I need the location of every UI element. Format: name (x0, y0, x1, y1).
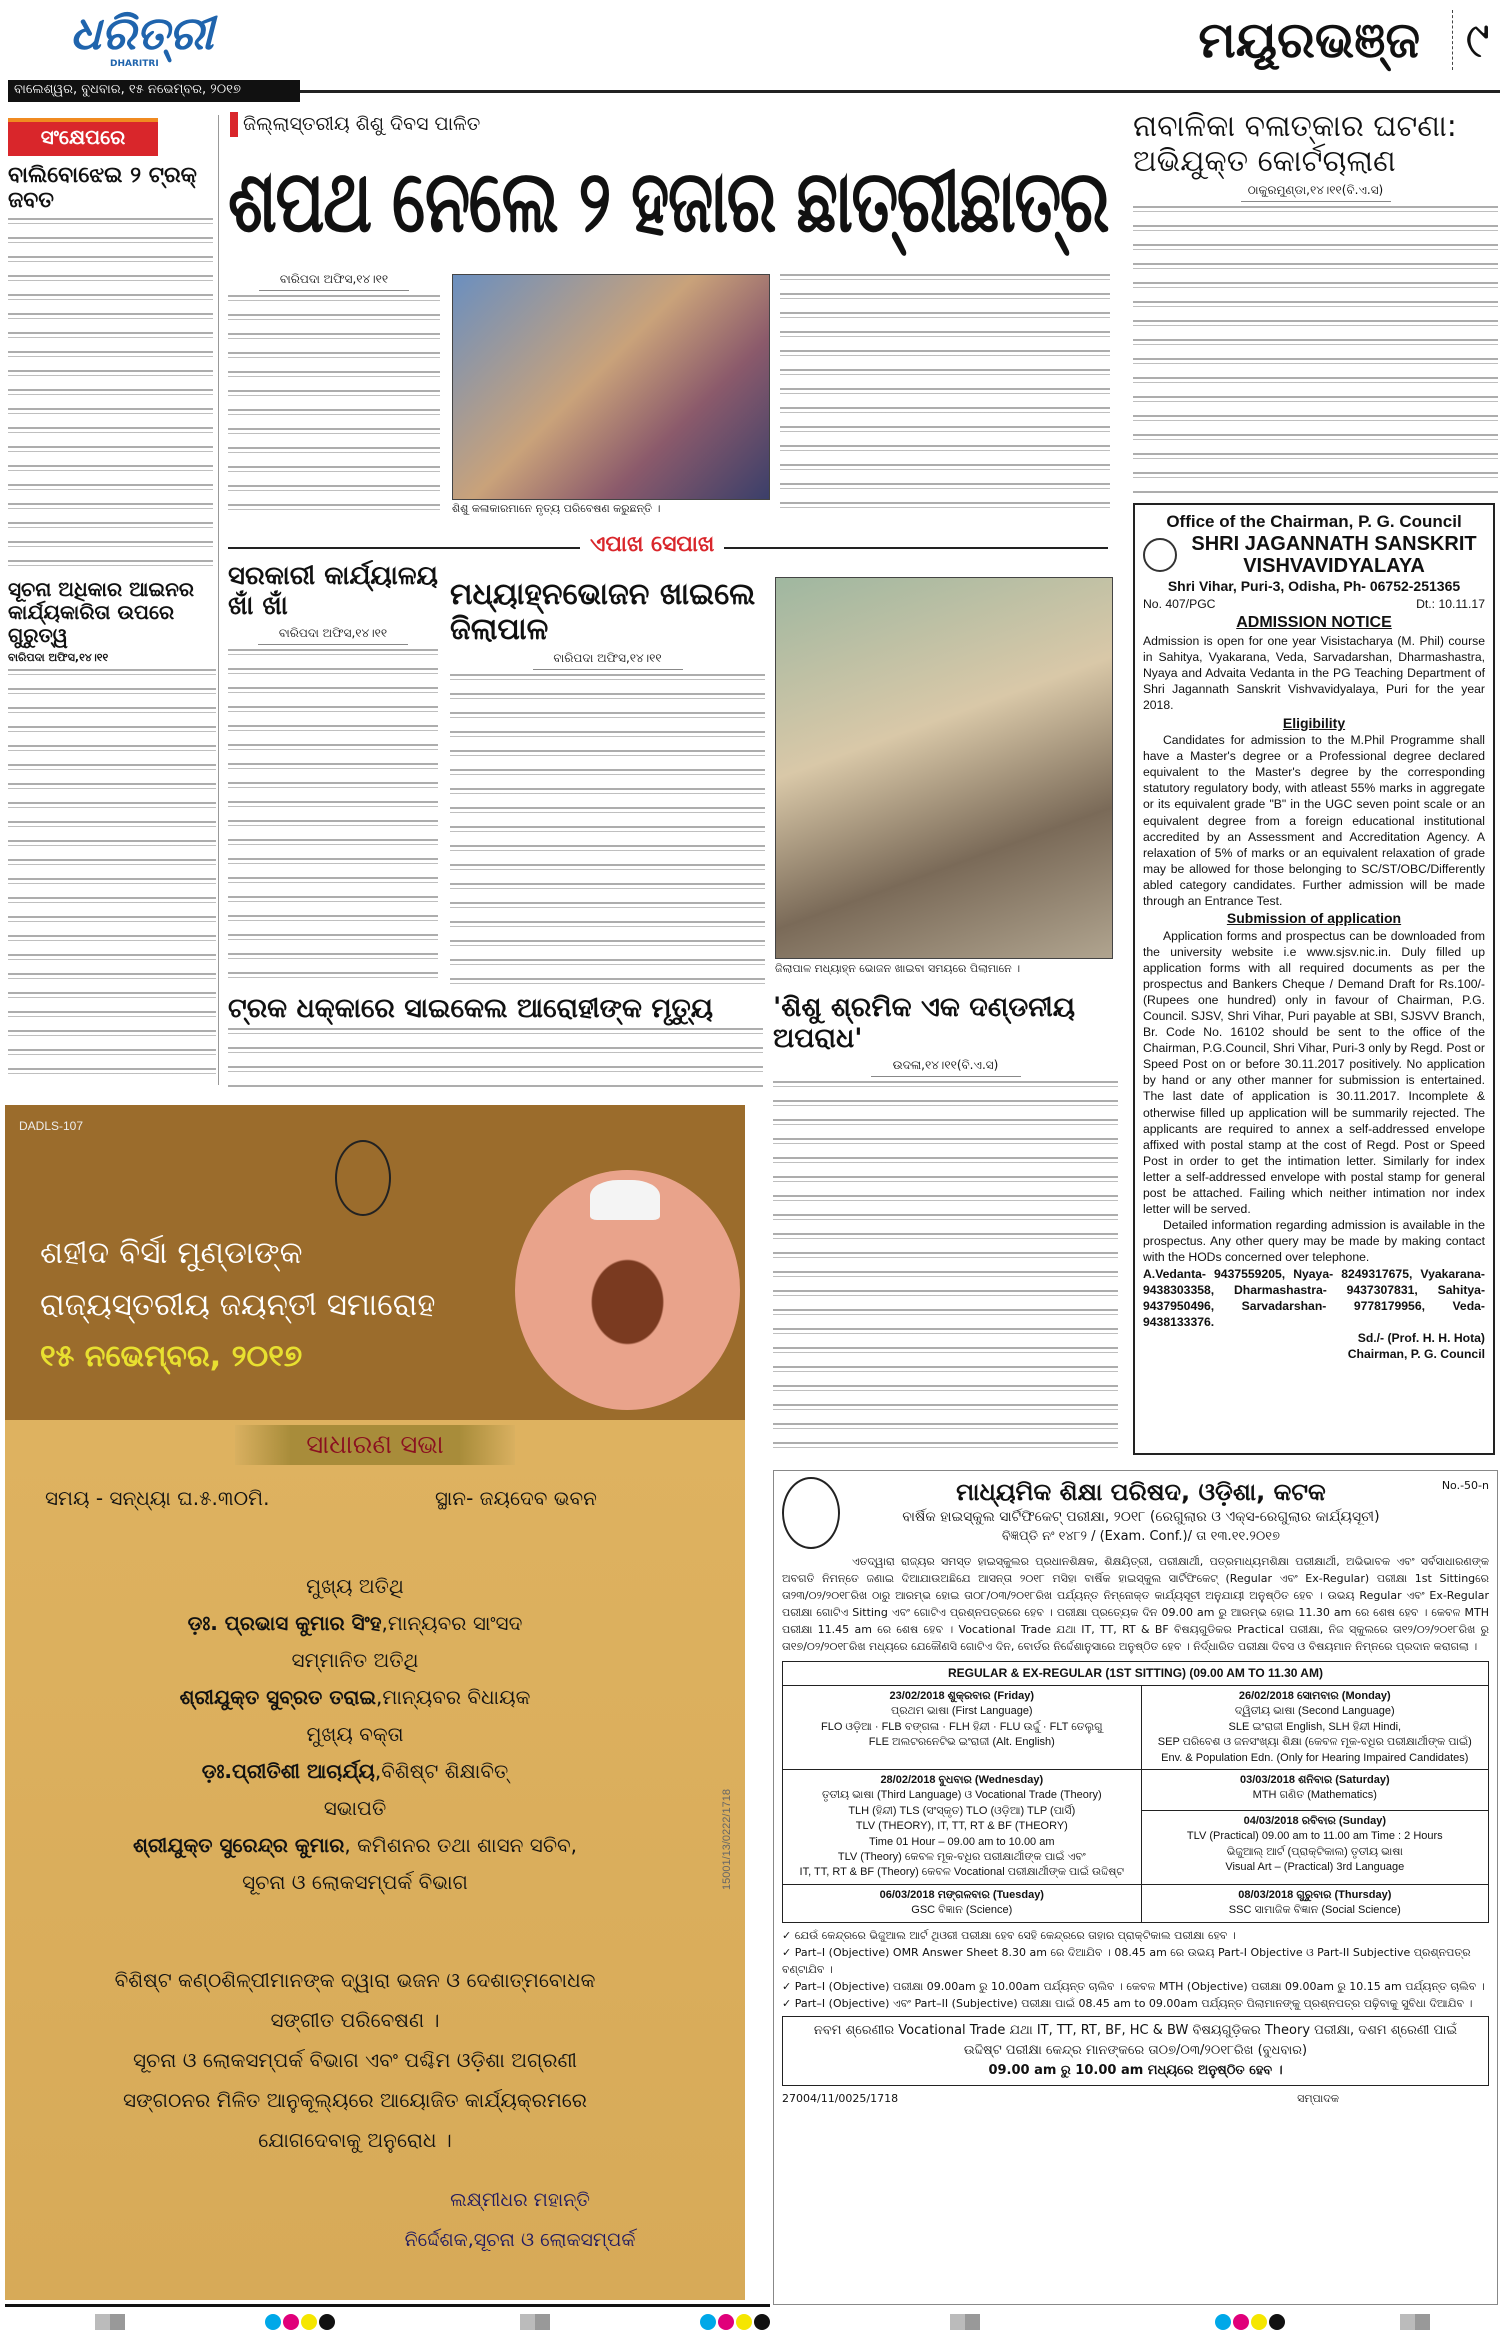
story1-headline: ସରକାରୀ କାର୍ଯ୍ୟାଳୟ ଖାଁ ଖାଁ (228, 561, 438, 621)
admission-notice: Office of the Chairman, P. G. Council SHRI JAGANNATH SANSKRIT VISHVAVIDYALAYA Shri Vihar, Puri-3, Odisha, Ph- 06752-251365 No. 407/PGC Dt.: 10.11.17 ADMISSION NOTICE Admission is open for one year Visistacharya (M. Phil) course in Sahitya, Vyakarana, Veda, Sarvadarshan, Dharmashastra, Nyaya and Advaita Vedanta in the PG Teaching Department of Shri Jagannath Sanskrit Vishvavidyalaya, Puri for the year 2018. Eligibility Candidates for admission to the M.Phil Programme shall have a Master's degree or a Professional degree declared equivalent to the Master's degree by the corresponding statutory regulatory body, with atleast 55% marks in aggregate or its equivalent grade "B" in the UGC seven point scale or an equivalent degree from a foreign educational institutional accredited by an Assessment and Accreditation Agency. A relaxation of 5% of marks or an equivalent relaxation of grade may be allowed for those belonging to SC/ST/OBC/Differently abled category candidates. Further admission will be made through an Entrance Test. Submission of application Application forms and prospectus can be downloaded from the university website i.e www.sjsv.nic.in. Duly filled up application forms with all required documents as per the prospectus and Bankers Cheque / Demand Draft for Rs.100/- (Rupees one hundred) only in favour of Chairman, P.G. Council. SJSV, Shri Vihar, Puri payable at SBI, SJSVV Branch, Br. Code No. 16102 should be sent to the office of the Chairman, P.G.Council, Shri Vihar, Puri-3 only by Regd. Post or Speed Post on or before 30.11.2017 positively. No application by hand or any other manner for submission is entertained. The last date of application is 30.11.2017. Incomplete & otherwise filled up application will be summarily rejected. The applicants are required to annex a self-addressed envelope affixed with postal stamp at the cost of Regd. Post or Speed Post in order to get the intimation letter. Similarly for index letter a self-addressed envelope with postal stamp for general post be attached. Failing which neither intimation nor index letter will be served. Detailed information regarding admission is available in the prospectus. Any other query may be made by making contact with the HODs concerned over telephone. A.Vedanta- 9437559205, Nyaya- 8249317675, Vyakarana- 9438303358, Dharmashastra- 9437307831, Sahitya- 9437950496, Sarvadarshan- 9778179956, Veda- 9438133376. Sd./- (Prof. H. H. Hota) Chairman, P. G. Council (1133, 503, 1495, 1455)
schedule-subject: Time 01 Hour – 09.00 am to 10.00 am (869, 1835, 1055, 1848)
exam-note: ✓ Part–I (Objective) ପରୀକ୍ଷା 09.00am ରୁ 10.00am ପର୍ଯ୍ୟନ୍ତ ଚାଲିବ । କେବଳ MTH (Objective) ପରୀକ୍ଷା 09.00am ରୁ 10.15 am ପର୍ଯ୍ୟନ୍ତ ଚାଲିବ । (782, 1979, 1485, 1993)
schedule-date: 08/03/2018 ଗୁରୁବାର (Thursday) (1238, 1888, 1392, 1901)
rti-dateline: ବାରିପଦା ଅଫିସ,୧୪।୧୧ (8, 651, 109, 664)
schedule-subject: ପ୍ରଥମ ଭାଷା (First Language) (890, 1705, 1033, 1718)
date-bar: ବାଲେଶ୍ୱର, ବୁଧବାର, ୧୫ ନଭେମ୍ବର, ୨୦୧୭ (8, 80, 300, 102)
section-title: ମୟୂରଭଞ୍ଜ (1198, 11, 1420, 69)
schedule-subject: TLV (THEORY), IT, TT, RT & BF (THEORY) (855, 1820, 1068, 1833)
gray-swatch (520, 2314, 550, 2330)
birsa-munda-ad-top: DADLS-107 ଶହୀଦ ବିର୍ସା ମୁଣ୍ଡାଙ୍କ ରାଜ୍ୟସ୍ତରୀୟ ଜୟନ୍ତୀ ସମାରୋହ ୧୫ ନଭେମ୍ବର, ୨୦୧୭ (5, 1105, 745, 1420)
schedule-subject: TLV (Practical) 09.00 am to 11.00 am Time : 2 Hours (1186, 1830, 1443, 1843)
lead-kicker: ଜିଲ୍ଲାସ୍ତରୀୟ ଶିଶୁ ଦିବସ ପାଳିତ (230, 112, 480, 137)
exam-notes (782, 1927, 1489, 2012)
rti-story (8, 578, 216, 1080)
exam-schedule-table: REGULAR & EX-REGULAR (1ST SITTING) (09.00 AM TO 11.30 AM) 23/02/2018 ଶୁକ୍ରବାର (Friday) ପ୍ରଥମ ଭାଷା (First Language) FLO ଓଡ଼ିଆ · FLB ବଙ୍ଗଳା · FLH ହିନ୍ଦୀ · FLU ଉର୍ଦ୍ଦୁ · FLT ତେଲୁଗୁ FLE ଅଲଟରନେଟିଭ ଇଂରାଜୀ (Alt. English) 26/02/2018 ସୋମବାର (Monday) ଦ୍ୱିତୀୟ ଭାଷା (Second Language) SLE ଇଂରାଜୀ English, SLH ହିନ୍ଦୀ Hindi, SEP ପରିବେଶ ଓ ଜନସଂଖ୍ୟା ଶିକ୍ଷା (କେବଳ ମୂକ-ବଧିର ପରୀକ୍ଷାର୍ଥୀଙ୍କ ପାଇଁ) Env. & Population Edn. (Only for Hearing Impaired Candidates) 28/02/2018 ବୁଧବାର (Wednesday) ତୃତୀୟ ଭାଷା (Third Language) ଓ Vocational Trade (Theory) TLH (ହିନ୍ଦୀ) TLS (ସଂସ୍କୃତ) TLO (ଓଡ଼ିଆ) TLP (ପାର୍ସି) TLV (THEORY), IT, TT, RT & BF (THEORY) Time 01 Hour – 09.00 am to 10.00 am TLV (Theory) କେବଳ ମୂକ-ବଧିର ପରୀକ୍ଷାର୍ଥୀଙ୍କ ପାଇଁ ଏବଂ IT, TT, RT & BF (Theory) କେବଳ Vocational ପରୀକ୍ଷାର୍ଥୀଙ୍କ ପାଇଁ ଉଦ୍ଦିଷ୍ଟ 03/03/2018 ଶନିବାର (Saturday) MTH ଗଣିତ (Mathematics) 04/03/2018 ରବିବାର (Sunday) TLV (Practical) 09.00 am to 11.00 am Time : 2 Hours ଭିଜୁଆଲ୍ ଆର୍ଟ (ପ୍ରାକ୍ଟିକାଲ) ତୃତୀୟ ଭାଷା Visual Art – (Practical) 3rd Language 06/03/2018 ମଙ୍ଗଳବାର (Tuesday) GSC ବିଜ୍ଞାନ (Science) 08/03/2018 ଗୁରୁବାର (Thursday) SSC ସାମାଜିକ ବିଜ୍ଞାନ (Social Science) (782, 1661, 1489, 1922)
schedule-subject: ଭିଜୁଆଲ୍ ଆର୍ଟ (ପ୍ରାକ୍ଟିକାଲ) ତୃତୀୟ ଭାଷା (1226, 1845, 1403, 1858)
childlabour-body (773, 1081, 1118, 1455)
schedule-cell (1141, 1810, 1488, 1884)
page-number: ୯ (1452, 10, 1490, 70)
schedule-date: 28/02/2018 ବୁଧବାର (Wednesday) (880, 1774, 1044, 1787)
exam-vocational-box: ନବମ ଶ୍ରେଣୀର Vocational Trade ଯଥା IT, TT, RT, BF, HC & BW ବିଷୟଗୁଡ଼ିକର Theory ପରୀକ୍ଷା, ଦଶମ ଶ୍ରେଣୀ ପାଇଁ ଉଦ୍ଦିଷ୍ଟ ପରୀକ୍ଷା କେନ୍ଦ୍ର ମାନଙ୍କରେ ତା୦୭/୦୩/୨୦୧୮ରିଖ (ବୁଧବାର) 09.00 am ରୁ 10.00 am ମଧ୍ୟରେ ଅନୁଷ୍ଠିତ ହେବ । (782, 2016, 1489, 2086)
schedule-subject: TLV (Theory) କେବଳ ମୂକ-ବଧିର ପରୀକ୍ଷାର୍ଥୀଙ୍କ ପାଇଁ ଏବଂ (837, 1850, 1086, 1863)
schedule-cell (1141, 1884, 1488, 1922)
gray-swatch (1400, 2314, 1430, 2330)
schedule-cell (1141, 1686, 1488, 1770)
lead-body-col1 (228, 295, 440, 517)
bse-seal-icon (782, 1477, 840, 1549)
schedule-subject: ଦ୍ୱିତୀୟ ଭାଷା (Second Language) (1234, 1705, 1395, 1718)
gray-swatch (950, 2314, 980, 2330)
ad-appeal: ବିଶିଷ୍ଟ କଣ୍ଠଶିଳ୍ପୀମାନଙ୍କ ଦ୍ୱାରା ଭଜନ ଓ ଦେଶାତ୍ମବୋଧକ ସଙ୍ଗୀତ ପରିବେଷଣ । ସୂଚନା ଓ ଲୋକସମ୍ପର୍କ ବିଭାଗ ଏବଂ ପଶ୍ଚିମ ଓଡ଼ିଶା ଅଗ୍ରଣୀ ସଙ୍ଗଠନର ମିଳିତ ଆନୁକୂଲ୍ୟରେ ଆୟୋଜିତ କାର୍ଯ୍ୟକ୍ରମରେ ଯୋଗଦେବାକୁ ଅନୁରୋଧ । (114, 1968, 596, 2152)
midday-meal-caption: ଜିଲାପାଳ ମଧ୍ୟାହ୍ନ ଭୋଜନ ଖାଇବା ସମୟରେ ପିଲାମାନେ । (775, 962, 1021, 975)
schedule-subject: GSC ବିଜ୍ଞାନ (Science) (911, 1904, 1013, 1917)
lead-col1 (228, 272, 440, 517)
right-headline: ନାବାଳିକା ବଳାତ୍କାର ଘଟଣା: ଅଭିଯୁକ୍ତ କୋର୍ଟଚାଲାଣ (1133, 109, 1457, 179)
epakha-label: ଏପାଖ ସେପାଖ (580, 532, 724, 558)
exam-note: ✓ ଯେଉଁ କେନ୍ଦ୍ରରେ ଭିଜୁଆଲ ଆର୍ଟ ଥିଓରୀ ପରୀକ୍ଷା ହେବ ସେହି କେନ୍ଦ୍ରରେ ତାହାର ପ୍ରାକ୍ଟିକାଲ ପରୀକ୍ଷା ହେବ । (782, 1928, 1236, 1942)
story1 (228, 562, 438, 985)
lead-body-col3 (780, 274, 1110, 519)
turban-shape (590, 1180, 660, 1220)
ad-side-code: 15001/13/0222/1718 (721, 1789, 733, 1890)
schedule-date: 26/02/2018 ସୋମବାର (Monday) (1238, 1690, 1391, 1703)
story2-headline: ମଧ୍ୟାହ୍ନଭୋଜନ ଖାଇଲେ ଜିଲାପାଳ (450, 577, 756, 647)
schedule-date: 23/02/2018 ଶୁକ୍ରବାର (Friday) (889, 1690, 1035, 1703)
story2-dateline: ବାରିପଦା ଅଫିସ,୧୪।୧୧ (533, 651, 683, 670)
cmyk-dots (1215, 2314, 1287, 2334)
schedule-subject: SEP ପରିବେଶ ଓ ଜନସଂଖ୍ୟା ଶିକ୍ଷା (କେବଳ ମୂକ-ବଧିର ପରୀକ୍ଷାର୍ଥୀଙ୍କ ପାଇଁ) (1157, 1736, 1472, 1749)
cmyk-dots (265, 2314, 337, 2334)
schedule-subject: ତୃତୀୟ ଭାଷା (Third Language) ଓ Vocational Trade (Theory) (821, 1789, 1102, 1802)
birsa-munda-ad-bottom: ସାଧାରଣ ସଭା ସମୟ - ସନ୍ଧ୍ୟା ଘ.୫.୩୦ମି. ସ୍ଥାନ- ଜୟଦେବ ଭବନ ମୁଖ୍ୟ ଅତିଥି ଡ଼ଃ. ପ୍ରଭାସ କୁମାର ସିଂହ,ମାନ୍ୟବର ସାଂସଦ ସମ୍ମାନିତ ଅତିଥି ଶ୍ରୀଯୁକ୍ତ ସୁବ୍ରତ ତରାଇ,ମାନ୍ୟବର ବିଧାୟକ ମୁଖ୍ୟ ବକ୍ତା ଡ଼ଃ.ପ୍ରୀତିଶୀ ଆଚାର୍ଯ୍ୟ,ବିଶିଷ୍ଟ ଶିକ୍ଷାବିତ୍ ସଭାପତି ଶ୍ରୀଯୁକ୍ତ ସୁରେନ୍ଦ୍ର କୁମାର, କମିଶନର ତଥା ଶାସନ ସଚିବ, ସୂଚନା ଓ ଲୋକସମ୍ପର୍କ ବିଭାଗ ବିଶିଷ୍ଟ କଣ୍ଠଶିଳ୍ପୀମାନଙ୍କ ଦ୍ୱାରା ଭଜନ ଓ ଦେଶାତ୍ମବୋଧକ ସଙ୍ଗୀତ ପରିବେଷଣ । ସୂଚନା ଓ ଲୋକସମ୍ପର୍କ ବିଭାଗ ଏବଂ ପଶ୍ଚିମ ଓଡ଼ିଶା ଅଗ୍ରଣୀ ସଙ୍ଗଠନର ମିଳିତ ଆନୁକୂଲ୍ୟରେ ଆୟୋଜିତ କାର୍ଯ୍ୟକ୍ରମରେ ଯୋଗଦେବାକୁ ଅନୁରୋଧ । ଲକ୍ଷ୍ମୀଧର ମହାନ୍ତି ନିର୍ଦ୍ଦେଶକ,ସୂଚନା ଓ ଲୋକସମ୍ପର୍କ 15001/13/0222/1718 (5, 1420, 745, 2300)
exam-note: ✓ Part–I (Objective) ଏବଂ Part–II (Subjective) ପରୀକ୍ଷା ପାଇଁ 08.45 am to 09.00am ପର୍ଯ୍ୟନ୍ତ ପିଲାମାନଙ୍କୁ ପ୍ରଶ୍ନପତ୍ର ପଢ଼ିବାକୁ ସୁବିଧା ଦିଆଯିବ । (782, 1996, 1473, 2010)
right-story (1133, 110, 1498, 495)
schedule-date: 06/03/2018 ମଙ୍ଗଳବାର (Tuesday) (879, 1888, 1044, 1901)
schedule-cell (783, 1884, 1142, 1922)
dance-caption: ଶିଶୁ କଳାକାରମାନେ ନୃତ୍ୟ ପରିବେଷଣ କରୁଛନ୍ତି । (452, 502, 661, 515)
right-body (1133, 206, 1498, 495)
story1-dateline: ବାରିପଦା ଅଫିସ,୧୪।୧୧ (258, 626, 408, 645)
story1-body (228, 649, 438, 985)
schedule-subject: FLE ଅଲଟରନେଟିଭ ଇଂରାଜୀ (Alt. English) (868, 1736, 1055, 1749)
schedule-date: 03/03/2018 ଶନିବାର (Saturday) (1239, 1774, 1390, 1787)
briefs-tag: ସଂକ୍ଷେପରେ (8, 118, 158, 156)
midday-meal-photo (775, 577, 1113, 959)
truck-headline: ଟ୍ରକ ଧକ୍କାରେ ସାଇକେଲ ଆରୋହୀଙ୍କ ମୃତ୍ୟୁ (228, 993, 714, 1024)
schedule-subject: SLE ଇଂରାଜୀ English, SLH ହିନ୍ଦୀ Hindi, (1228, 1720, 1402, 1733)
ad-signature: ଲକ୍ଷ୍ମୀଧର ମହାନ୍ତି ନିର୍ଦ୍ଦେଶକ,ସୂଚନା ଓ ଲୋକସମ୍ପର୍କ (404, 2189, 636, 2251)
dance-photo (452, 274, 770, 500)
childlabour-headline: 'ଶିଶୁ ଶ୍ରମିକ ଏକ ଦଣ୍ଡନୀୟ ଅପରାଧ' (773, 992, 1076, 1055)
schedule-cell (783, 1770, 1142, 1885)
brief-body (8, 218, 213, 568)
schedule-subject: SSC ସାମାଜିକ ବିଜ୍ଞାନ (Social Science) (1228, 1904, 1401, 1917)
right-dateline: ଠାକୁରମୁଣ୍ଡା,୧୪।୧୧(ବି.ଏ.ସ) (1241, 183, 1391, 202)
rti-body (8, 669, 216, 1080)
lead-headline-box (228, 142, 1108, 266)
story2 (450, 578, 765, 985)
schedule-subject: Env. & Population Edn. (Only for Hearing Impaired Candidates) (1161, 1751, 1469, 1764)
masthead-logo: ଧରିତ୍ରୀ DHARITRI (70, 6, 214, 69)
exam-note: ✓ Part–I (Objective) OMR Answer Sheet 8.30 am ରେ ଦିଆଯିବ । 08.45 am ରେ ଉଭୟ Part-I Objective ଓ Part-II Subjective ପ୍ରଶ୍ନପତ୍ର ବଣ୍ଟାଯିବ । (782, 1945, 1471, 1976)
truck-body (228, 1028, 763, 1088)
schedule-cell (1141, 1770, 1488, 1811)
lead-headline: ଶପଥ ନେଲେ ୨ ହଜାର ଛାତ୍ରୀଛାତ୍ର (228, 152, 1109, 252)
schedule-subject: TLH (ହିନ୍ଦୀ) TLS (ସଂସ୍କୃତ) TLO (ଓଡ଼ିଆ) TLP (ପାର୍ସି) (848, 1804, 1076, 1817)
story2-body (450, 674, 765, 985)
cmyk-dots (700, 2314, 772, 2334)
truck-story (228, 993, 763, 1088)
brief-headline: ବାଲିବୋଝେଇ ୨ ଟ୍ରକ୍ ଜବତ (8, 163, 197, 214)
schedule-subject: IT, TT, RT & BF (Theory) କେବଳ Vocational ପରୀକ୍ଷାର୍ଥୀଙ୍କ ପାଇଁ ଉଦ୍ଦିଷ୍ଟ (799, 1866, 1125, 1879)
exam-notice: ମାଧ୍ୟମିକ ଶିକ୍ଷା ପରିଷଦ, ଓଡ଼ିଶା, କଟକ ବାର୍ଷିକ ହାଇସ୍କୁଲ ସାର୍ଟିଫିକେଟ୍ ପରୀକ୍ଷା, ୨୦୧୮ (ରେଗୁଲାର ଓ ଏକ୍ସ-ରେଗୁଲାର କାର୍ଯ୍ୟସୂଚୀ) ବିଜ୍ଞପ୍ତି ନଂ ୧୪୮୨ / (Exam. Conf.)/ ତା ୧୩.୧୧.୨୦୧୭ No.-50-n ଏତଦ୍ୱାରା ରାଜ୍ୟର ସମସ୍ତ ହାଇସ୍କୁଲର ପ୍ରଧାନଶିକ୍ଷକ, ଶିକ୍ଷୟିତ୍ରୀ, ପରୀକ୍ଷାର୍ଥୀ, ପତ୍ରମାଧ୍ୟମଶିକ୍ଷା ପରୀକ୍ଷାର୍ଥୀ, ଅଭିଭାବକ ଏବଂ ସର୍ବସାଧାରଣଙ୍କ ଅବଗତି ନିମନ୍ତେ ଜଣାଇ ଦିଆଯାଉଅଛିଯେ ଆସନ୍ତା ୨୦୧୮ ମସିହା ବାର୍ଷିକ ହାଇସ୍କୁଲ ସାର୍ଟିଫିକେଟ୍ (Regular ଏବଂ Ex-Regular) ପରୀକ୍ଷା 1st Sittingରେ ତା୨୩/୦୨/୨୦୧୮ରିଖ ଠାରୁ ଆରମ୍ଭ ହୋଇ ତା୦୮/୦୩/୨୦୧୮ରିଖ ପର୍ଯ୍ୟନ୍ତ ନିମ୍ନୋକ୍ତ କାର୍ଯ୍ୟସୂଚୀ ଅନୁଯାୟୀ ଅନୁଷ୍ଠିତ ହେବ । ଉଭୟ Regular ଏବଂ Ex-Regular ପରୀକ୍ଷା ଗୋଟିଏ Sitting ଏବଂ ଗୋଟିଏ ପ୍ରଶ୍ନପତ୍ରରେ ହେବ । ପରୀକ୍ଷା ପ୍ରତ୍ୟେକ ଦିନ 09.00 am ରୁ ଆରମ୍ଭ ହୋଇ 11.30 am ରେ ଶେଷ ହେବ । କେବଳ MTH ପରୀକ୍ଷା 11.45 am ରେ ଶେଷ ହେବ । Vocational Trade ଯଥା IT, TT, RT & BF ବିଷୟଗୁଡିକର Practical ପରୀକ୍ଷା, ନିଜ ସ୍କୁଲରେ ତା୧୨/୦୨/୨୦୧୮ରିଖ ରୁ ତା୧୭/୦୨/୨୦୧୮ରିଖ ମଧ୍ୟରେ ଯେକୌଣସି ଗୋଟିଏ ଦିନ, ବୋର୍ଡର ନିର୍ଦ୍ଦେଶାନୁସାରେ ଅନୁଷ୍ଠିତ ହେବ । ନିର୍ଦ୍ଧାରିତ ପରୀକ୍ଷା ଦିବସ ଓ ବିଷୟମାନ ନିମ୍ନରେ ପ୍ରଦାନ କରାଗଲା । REGULAR & EX-REGULAR (1ST SITTING) (09.00 AM TO 11.30 AM) 23/02/2018 ଶୁକ୍ରବାର (Friday) ପ୍ରଥମ ଭାଷା (First Language) FLO ଓଡ଼ିଆ · FLB ବଙ୍ଗଳା · FLH ହିନ୍ଦୀ · FLU ଉର୍ଦ୍ଦୁ · FLT ତେଲୁଗୁ FLE ଅଲଟରନେଟିଭ ଇଂରାଜୀ (Alt. English) 26/02/2018 ସୋମବାର (Monday) ଦ୍ୱିତୀୟ ଭାଷା (Second Language) SLE ଇଂରାଜୀ English, SLH ହିନ୍ଦୀ Hindi, SEP ପରିବେଶ ଓ ଜନସଂଖ୍ୟା ଶିକ୍ଷା (କେବଳ ମୂକ-ବଧିର ପରୀକ୍ଷାର୍ଥୀଙ୍କ ପାଇଁ) Env. & Population Edn. (Only for Hearing Impaired Candidates) 28/02/2018 ବୁଧବାର (Wednesday) ତୃତୀୟ ଭାଷା (Third Language) ଓ Vocational Trade (Theory) TLH (ହିନ୍ଦୀ) TLS (ସଂସ୍କୃତ) TLO (ଓଡ଼ିଆ) TLP (ପାର୍ସି) TLV (THEORY), IT, TT, RT & BF (THEORY) Time 01 Hour – 09.00 am to 10.00 am TLV (Theory) କେବଳ ମୂକ-ବଧିର ପରୀକ୍ଷାର୍ଥୀଙ୍କ ପାଇଁ ଏବଂ IT, TT, RT & BF (Theory) କେବଳ Vocational ପରୀକ୍ଷାର୍ଥୀଙ୍କ ପାଇଁ ଉଦ୍ଦିଷ୍ଟ 03/03/2018 ଶନିବାର (Saturday) MTH ଗଣିତ (Mathematics) 04/03/2018 ରବିବାର (Sunday) TLV (Practical) 09.00 am to 11.00 am Time : 2 Hours ଭିଜୁଆଲ୍ ଆର୍ଟ (ପ୍ରାକ୍ଟିକାଲ) ତୃତୀୟ ଭାଷା Visual Art – (Practical) 3rd Language 06/03/2018 ମଙ୍ଗଳବାର (Tuesday) GSC ବିଜ୍ଞାନ (Science) 08/03/2018 ଗୁରୁବାର (Thursday) SSC ସାମାଜିକ ବିଜ୍ଞାନ (Social Science) ✓ ଯେଉଁ କେନ୍ଦ୍ରରେ ଭିଜୁଆଲ ଆର୍ଟ ଥିଓରୀ ପରୀକ୍ଷା ହେବ ସେହି କେନ୍ଦ୍ରରେ ତାହାର ପ୍ରାକ୍ଟିକାଲ ପରୀକ୍ଷା ହେବ । ✓ Part–I (Objective) OMR Answer Sheet 8.30 am ରେ ଦିଆଯିବ । 08.45 am ରେ ଉଭୟ Part-I Objective ଓ Part-II Subjective ପ୍ରଶ୍ନପତ୍ର ବଣ୍ଟାଯିବ । ✓ Part–I (Objective) ପରୀକ୍ଷା 09.00am ରୁ 10.00am ପର୍ଯ୍ୟନ୍ତ ଚାଲିବ । କେବଳ MTH (Objective) ପରୀକ୍ଷା 09.00am ରୁ 10.15 am ପର୍ଯ୍ୟନ୍ତ ଚାଲିବ । ✓ Part–I (Objective) ଏବଂ Part–II (Subjective) ପରୀକ୍ଷା ପାଇଁ 08.45 am to 09.00am ପର୍ଯ୍ୟନ୍ତ ପିଲାମାନଙ୍କୁ ପ୍ରଶ୍ନପତ୍ର ପଢ଼ିବାକୁ ସୁବିଧା ଦିଆଯିବ । ନବମ ଶ୍ରେଣୀର Vocational Trade ଯଥା IT, TT, RT, BF, HC & BW ବିଷୟଗୁଡ଼ିକର Theory ପରୀକ୍ଷା, ଦଶମ ଶ୍ରେଣୀ ପାଇଁ ଉଦ୍ଦିଷ୍ଟ ପରୀକ୍ଷା କେନ୍ଦ୍ର ମାନଙ୍କରେ ତା୦୭/୦୩/୨୦୧୮ରିଖ (ବୁଧବାର) 09.00 am ରୁ 10.00 am ମଧ୍ୟରେ ଅନୁଷ୍ଠିତ ହେବ । 27004/11/0025/1718 ସମ୍ପାଦକ (773, 1470, 1498, 2305)
university-seal-icon (1143, 538, 1177, 572)
schedule-cell (783, 1686, 1142, 1770)
gray-swatch (95, 2314, 125, 2330)
schedule-date: 04/03/2018 ରବିବାର (Sunday) (1243, 1814, 1386, 1827)
odisha-emblem-icon (335, 1140, 391, 1216)
childlabour-dateline: ଉଦଳା,୧୪।୧୧(ବି.ଏ.ସ) (871, 1058, 1021, 1077)
footer-rule (5, 2304, 770, 2307)
guest-list: ମୁଖ୍ୟ ଅତିଥି ଡ଼ଃ. ପ୍ରଭାସ କୁମାର ସିଂହ,ମାନ୍ୟବର ସାଂସଦ ସମ୍ମାନିତ ଅତିଥି ଶ୍ରୀଯୁକ୍ତ ସୁବ୍ରତ ତରାଇ,ମାନ୍ୟବର ବିଧାୟକ ମୁଖ୍ୟ ବକ୍ତା ଡ଼ଃ.ପ୍ରୀତିଶୀ ଆଚାର୍ଯ୍ୟ,ବିଶିଷ୍ଟ ଶିକ୍ଷାବିତ୍ ସଭାପତି ଶ୍ରୀଯୁକ୍ତ ସୁରେନ୍ଦ୍ର କୁମାର, କମିଶନର ତଥା ଶାସନ ସଚିବ, ସୂଚନା ଓ ଲୋକସମ୍ପର୍କ ବିଭାଗ (132, 1574, 578, 1894)
masthead-rule (300, 90, 1500, 93)
schedule-subject: FLO ଓଡ଼ିଆ · FLB ବଙ୍ଗଳା · FLH ହିନ୍ଦୀ · FLU ଉର୍ଦ୍ଦୁ · FLT ତେଲୁଗୁ (820, 1720, 1103, 1733)
birsa-munda-portrait (515, 1170, 740, 1410)
schedule-subject: MTH ଗଣିତ (Mathematics) (1252, 1789, 1377, 1802)
childlabour-story (773, 992, 1118, 1455)
column-rule (218, 115, 219, 1085)
brief-story (8, 163, 213, 568)
rti-headline: ସୂଚନା ଅଧିକାର ଆଇନର କାର୍ଯ୍ୟକାରିତା ଉପରେ ଗୁରୁତ୍ୱ (8, 577, 195, 647)
schedule-subject: Visual Art – (Practical) 3rd Language (1225, 1860, 1405, 1873)
lead-dateline: ବାରିପଦା ଅଫିସ,୧୪।୧୧ (259, 272, 409, 291)
